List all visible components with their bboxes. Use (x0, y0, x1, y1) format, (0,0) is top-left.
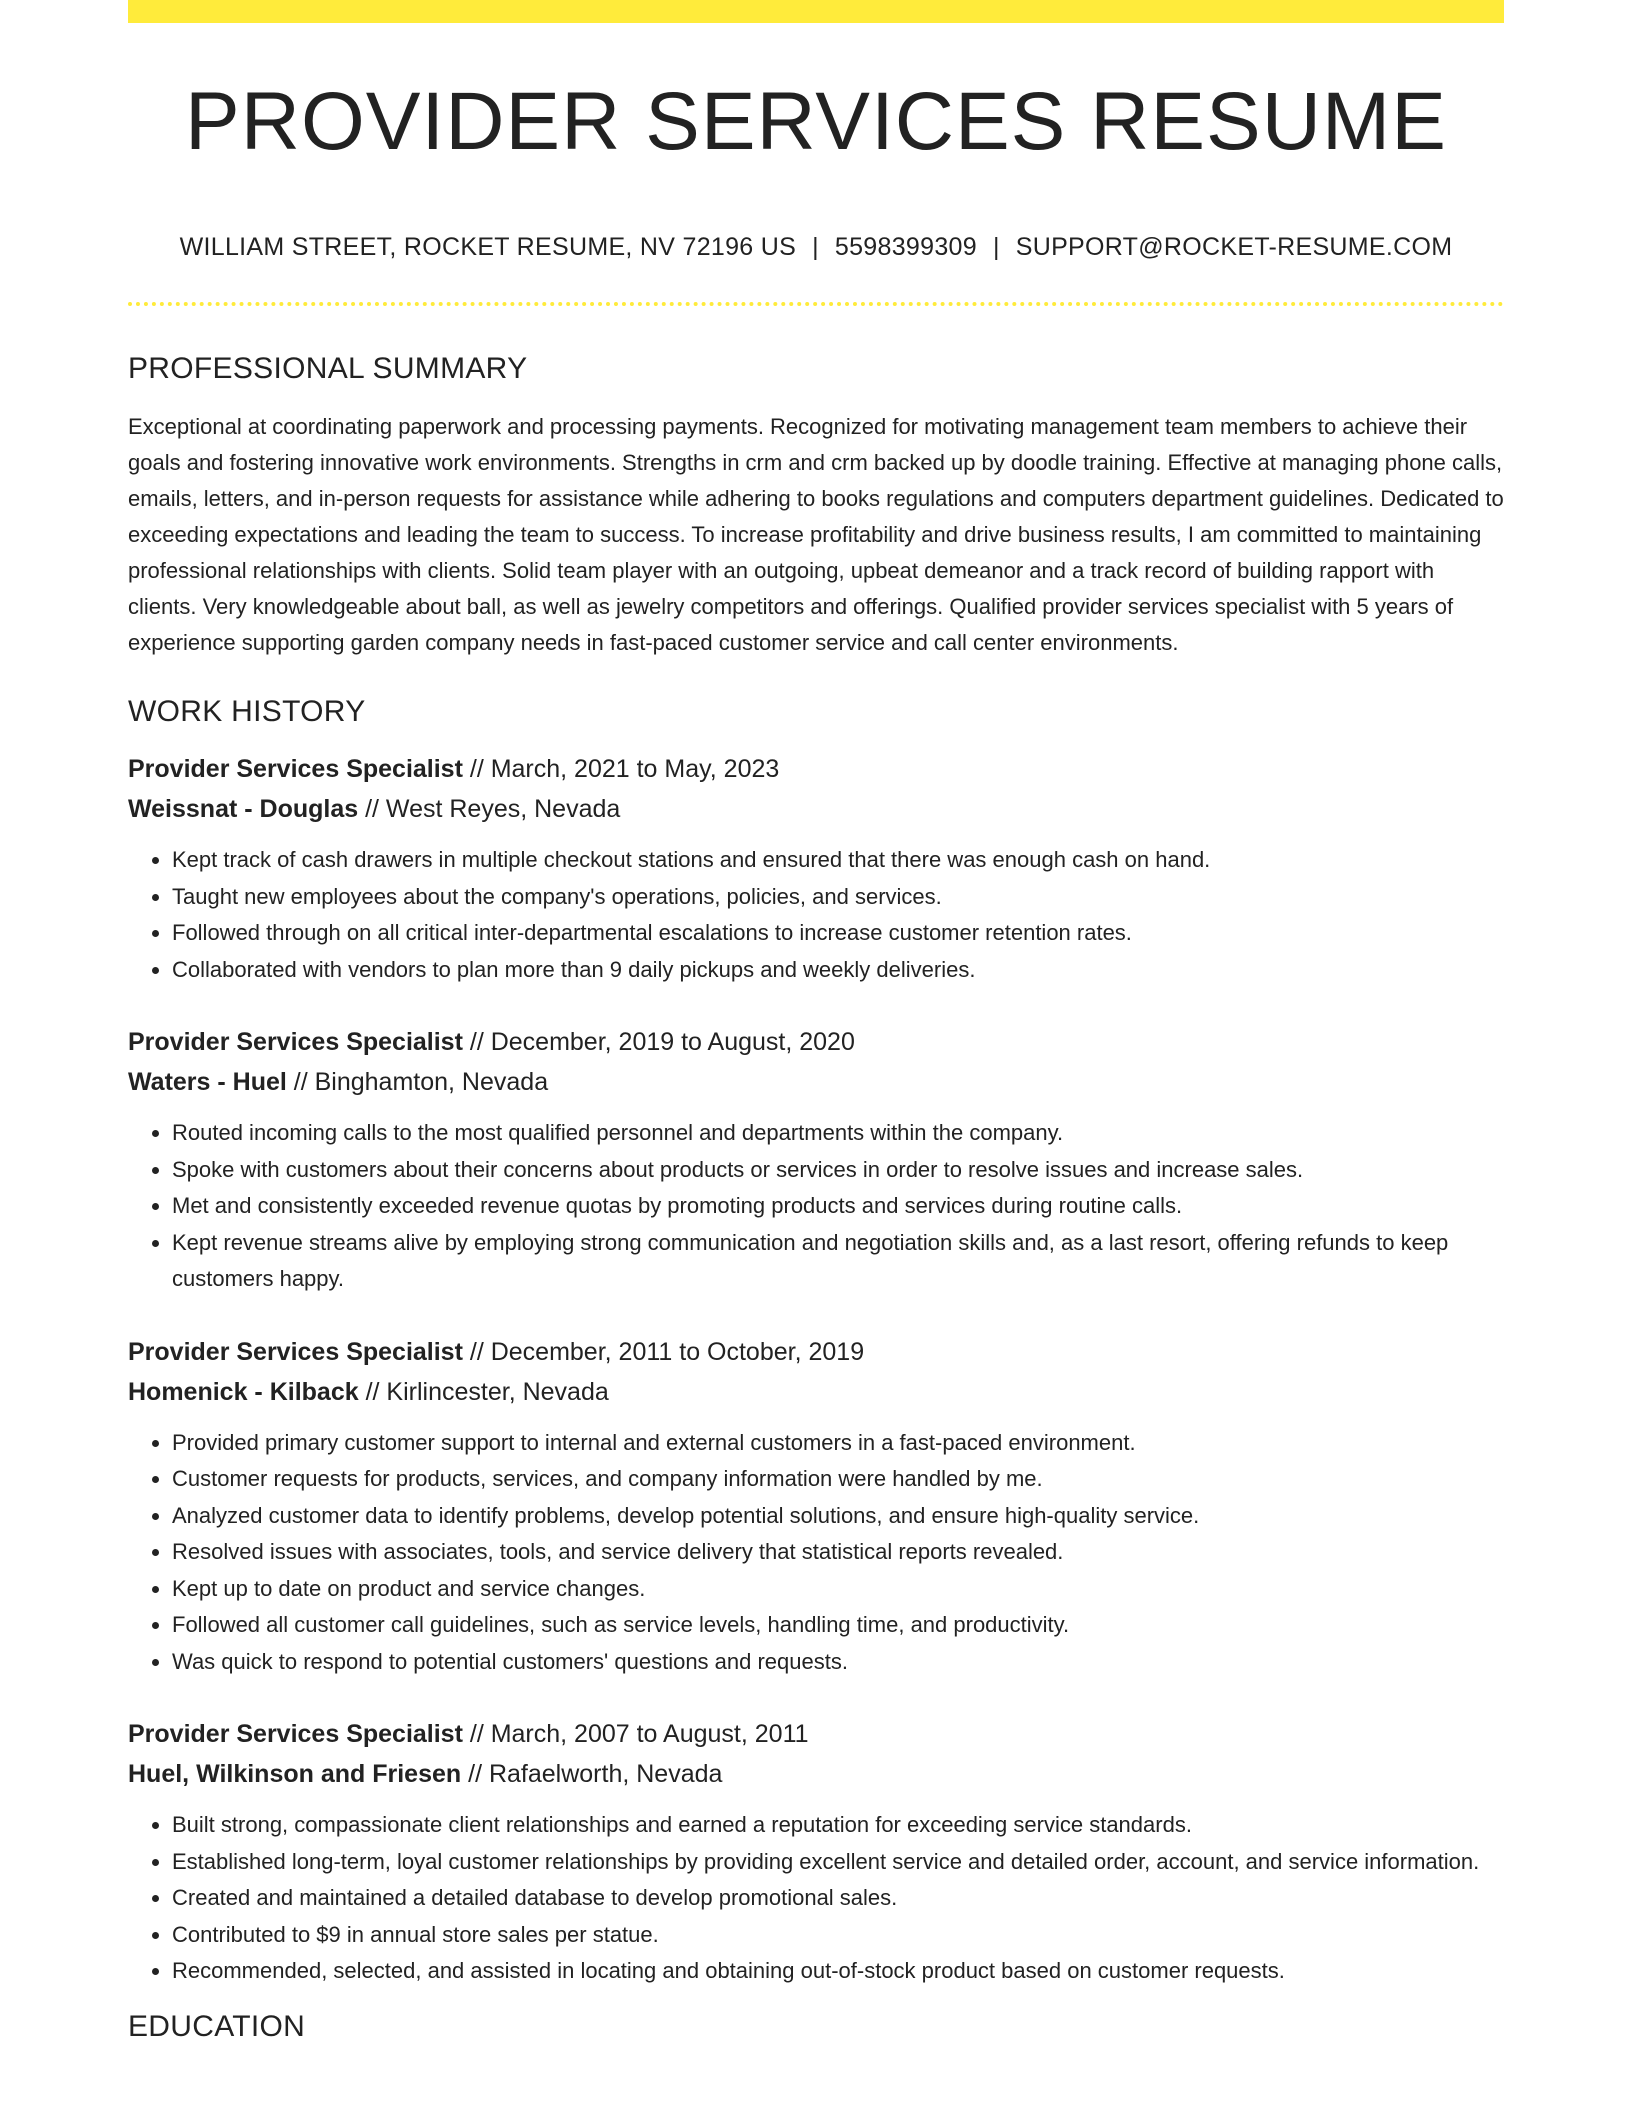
job-bullet: • Met and consistently exceeded revenue quotas by promoting products and services during routine calls. (172, 1188, 1504, 1225)
job-entry (128, 1022, 1504, 1298)
job-bullet: • Was quick to respond to potential customers' questions and requests. (172, 1644, 1504, 1681)
job-company: Homenick - Kilback (128, 1377, 359, 1406)
resume-page (128, 0, 1504, 2044)
job-title: Provider Services Specialist (128, 755, 463, 783)
resume-title: PROVIDER SERVICES RESUME (185, 76, 1447, 167)
job-location: // Binghamton, Nevada (286, 1068, 549, 1096)
header-divider (128, 302, 1504, 306)
job-bullets (128, 1425, 1504, 1681)
job-company-line (128, 1754, 1504, 1794)
job-title-line (128, 1332, 1504, 1372)
job-bullet: • Kept up to date on product and service changes. (172, 1571, 1504, 1608)
job-bullet: • Provided primary customer support to internal and external customers in a fast-paced environment. (172, 1425, 1504, 1462)
job-title-line (128, 1022, 1504, 1062)
job-bullet: • Spoke with customers about their concerns about products or services in order to resolve issues and increase sales. (172, 1152, 1504, 1189)
job-entry (128, 1332, 1504, 1681)
job-company: Huel, Wilkinson and Friesen (128, 1760, 462, 1788)
job-bullet: • Collaborated with vendors to plan more than 9 daily pickups and weekly deliveries. (172, 952, 1504, 989)
job-bullets (128, 1807, 1504, 1990)
job-title-line (128, 749, 1504, 789)
job-bullet: • Recommended, selected, and assisted in locating and obtaining out-of-stock product based on customer requests. (172, 1953, 1504, 1990)
job-location: // West Reyes, Nevada (358, 795, 621, 823)
job-title-line (128, 1714, 1504, 1754)
job-title: Provider Services Specialist (128, 1337, 463, 1366)
summary-text: Exceptional at coordinating paperwork and processing payments. Recognized for motivating management team members to achieve their goals and fostering innovative work environments. Strengths in crm and crm backed up by doodle training. Effective at managing phone calls, emails, letters, and in-person requests for assistance while adhering to books regulations and computers department guidelines. Dedicated to exceeding expectations and leading the team to success. To increase profitability and drive business results, I am committed to maintaining professional relationships with clients. Solid team player with an outgoing, upbeat demeanor and a track record of building rapport with clients. Very knowledgeable about ball, as well as jewelry competitors and offerings. Qualified provider services specialist with 5 years of experience supporting garden company needs in fast-paced customer service and call center environments. (128, 414, 1504, 655)
job-entry (128, 749, 1504, 988)
job-bullet: • Kept track of cash drawers in multiple checkout stations and ensured that there was enough cash on hand. (172, 842, 1504, 879)
job-bullet: • Analyzed customer data to identify problems, develop potential solutions, and ensure high-quality service. (172, 1498, 1504, 1535)
job-dates: // March, 2021 to May, 2023 (462, 755, 780, 783)
job-bullet: • Taught new employees about the company's operations, policies, and services. (172, 879, 1504, 916)
job-bullet: • Resolved issues with associates, tools, and service delivery that statistical reports revealed. (172, 1534, 1504, 1571)
job-company-line (128, 1062, 1504, 1102)
contact-separator: | (992, 233, 1000, 261)
job-bullet: • Created and maintained a detailed database to develop promotional sales. (172, 1880, 1504, 1917)
job-location: // Kirlincester, Nevada (358, 1377, 609, 1406)
job-bullet: • Followed all customer call guidelines, such as service levels, handling time, and productivity. (172, 1607, 1504, 1644)
contact-line (128, 233, 1504, 262)
education-heading: EDUCATION (128, 2009, 306, 2043)
job-company-line (128, 789, 1504, 829)
contact-address: WILLIAM STREET, ROCKET RESUME, NV 72196 US (179, 233, 797, 261)
job-location: // Rafaelworth, Nevada (461, 1760, 723, 1788)
job-bullet: • Followed through on all critical inter-departmental escalations to increase customer retention rates. (172, 915, 1504, 952)
job-bullets (128, 1115, 1504, 1298)
job-bullet: • Kept revenue streams alive by employing strong communication and negotiation skills and, as a last resort, offering refunds to keep customers happy. (172, 1225, 1504, 1298)
job-bullet: • Established long-term, loyal customer relationships by providing excellent service and detailed order, account, and service information. (172, 1844, 1504, 1881)
job-title: Provider Services Specialist (128, 1720, 463, 1748)
job-dates: // March, 2007 to August, 2011 (462, 1720, 809, 1748)
job-company: Weissnat - Douglas (128, 795, 359, 823)
job-company: Waters - Huel (128, 1068, 287, 1096)
job-bullet: • Built strong, compassionate client relationships and earned a reputation for exceeding service standards. (172, 1807, 1504, 1844)
job-bullet: • Routed incoming calls to the most qualified personnel and departments within the company. (172, 1115, 1504, 1152)
work-history-heading: WORK HISTORY (128, 695, 366, 728)
job-bullet: • Customer requests for products, services, and company information were handled by me. (172, 1461, 1504, 1498)
job-bullets (128, 842, 1504, 988)
job-dates: // December, 2019 to August, 2020 (462, 1028, 855, 1056)
contact-separator: | (812, 233, 819, 261)
accent-top-bar (128, 0, 1504, 23)
job-title: Provider Services Specialist (128, 1028, 463, 1056)
contact-email: SUPPORT@ROCKET-RESUME.COM (1015, 233, 1453, 261)
job-bullet: • Contributed to $9 in annual store sales per statue. (172, 1917, 1504, 1954)
work-history-list (128, 749, 1504, 1990)
contact-phone: 5598399309 (834, 233, 977, 261)
job-entry (128, 1714, 1504, 1990)
job-company-line (128, 1372, 1504, 1412)
summary-heading: PROFESSIONAL SUMMARY (128, 352, 528, 385)
job-dates: // December, 2011 to October, 2019 (462, 1337, 865, 1366)
